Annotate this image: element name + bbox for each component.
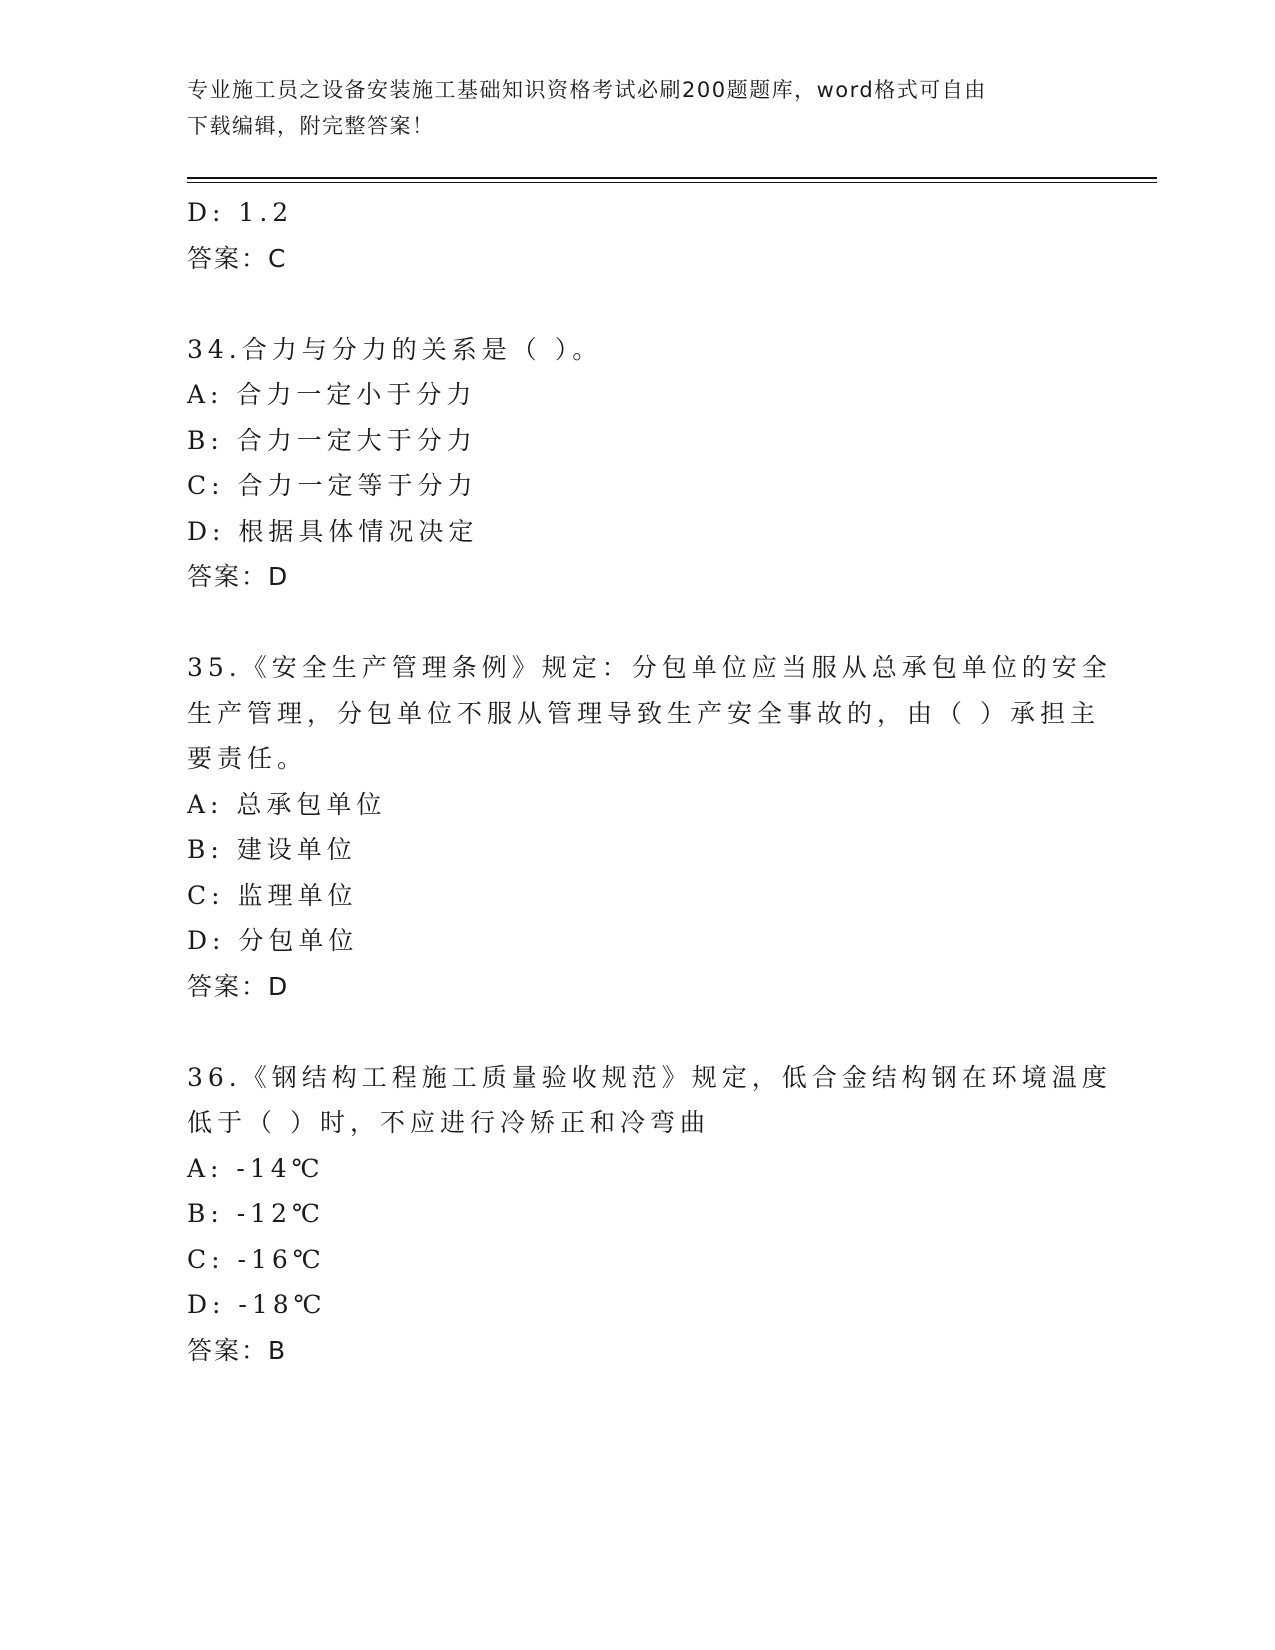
question-stem-line: 要责任。 <box>187 744 308 773</box>
option-d: D: 根据具体情况决定 <box>187 516 479 546</box>
answer-line: 答案：D <box>187 562 290 591</box>
option-a: A: -14℃ <box>187 1153 325 1183</box>
option-d: D: -18℃ <box>187 1290 327 1319</box>
question-36 <box>187 1055 1112 1374</box>
header-divider-thin <box>187 182 1157 183</box>
option-b: B: -12℃ <box>187 1199 325 1228</box>
option-a: A: 合力一定小于分力 <box>187 380 477 409</box>
option-b: B: 合力一定大于分力 <box>187 425 477 455</box>
option-b: B: 建设单位 <box>187 835 357 864</box>
question-list <box>187 190 1112 1373</box>
question-35 <box>187 645 1112 1009</box>
question-stem-line: 36.《钢结构工程施工质量验收规范》规定，低合金结构钢在环境温度 <box>187 1062 1112 1092</box>
option-c: C: -16℃ <box>187 1244 326 1274</box>
question-34 <box>187 327 1087 600</box>
spacer <box>187 281 1087 327</box>
option-a: A: 总承包单位 <box>187 789 387 819</box>
header-line-2: 下载编辑，附完整答案！ <box>187 114 435 138</box>
option-c: C: 合力一定等于分力 <box>187 471 478 500</box>
question-stem-line: 34.合力与分力的关系是（ ）。 <box>187 334 603 364</box>
question-stem-line: 35.《安全生产管理条例》规定：分包单位应当服从总承包单位的安全 <box>187 653 1112 682</box>
option-d: D: 分包单位 <box>187 926 359 955</box>
document-header <box>187 72 1067 144</box>
header-line-1: 专业施工员之设备安装施工基础知识资格考试必刷200题题库，word格式可自由 <box>187 78 987 102</box>
question-stem-line: 低于（ ）时，不应进行冷矫正和冷弯曲 <box>187 1108 710 1137</box>
spacer <box>187 600 1087 646</box>
header-divider-thick <box>187 177 1157 179</box>
prev-answer: 答案：C <box>187 243 288 273</box>
spacer <box>187 1009 1087 1055</box>
question-stem-line: 生产管理，分包单位不服从管理导致生产安全事故的，由（ ）承担主 <box>187 698 1100 728</box>
answer-line: 答案：D <box>187 971 290 1001</box>
prev-option-d: D: 1.2 <box>187 198 294 227</box>
answer-line: 答案：B <box>187 1335 288 1365</box>
option-c: C: 监理单位 <box>187 880 358 910</box>
